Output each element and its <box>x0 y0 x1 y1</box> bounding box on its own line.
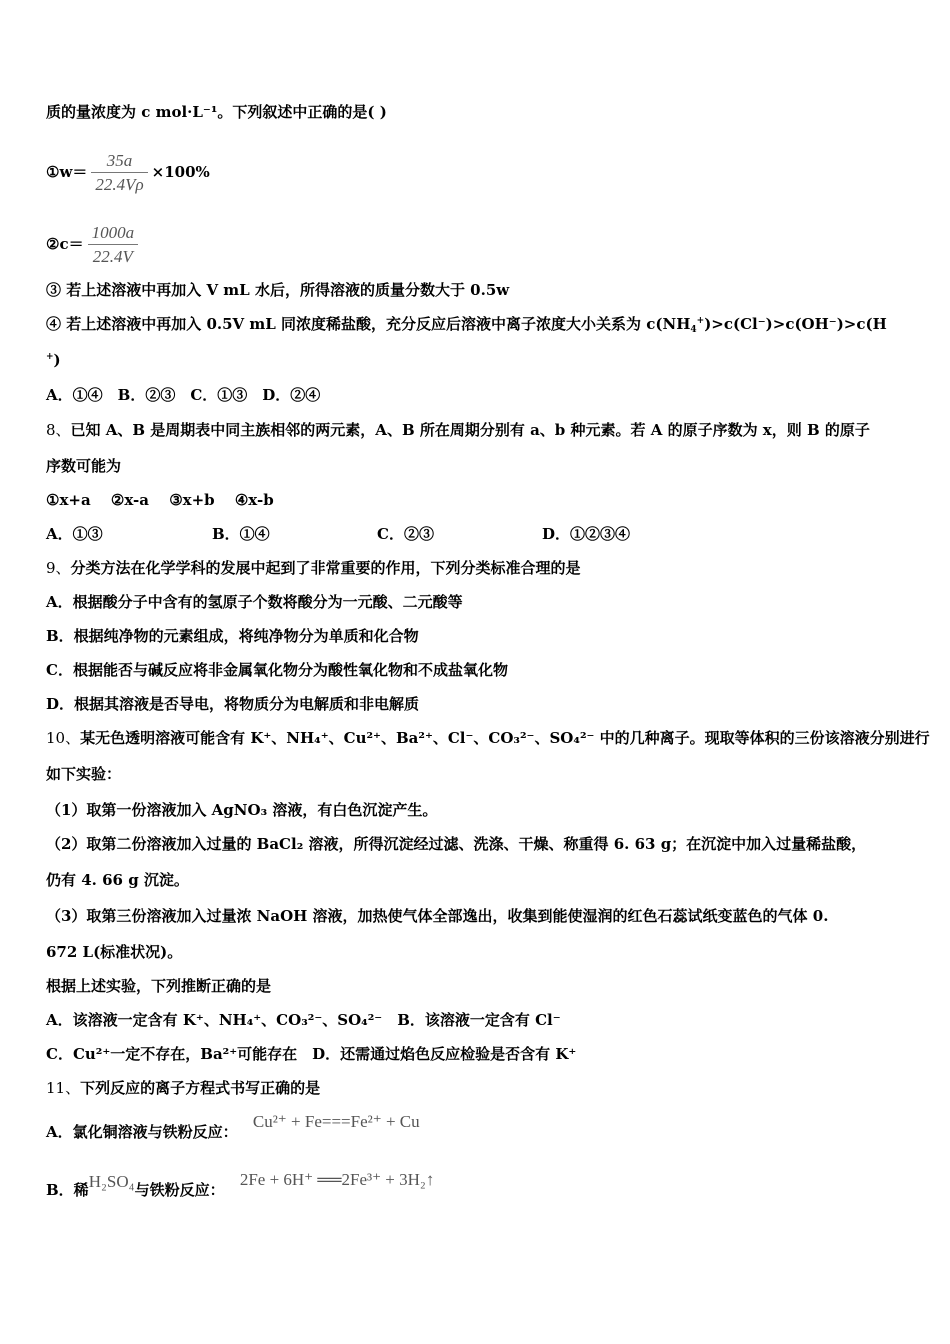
q10-options-ab: A．该溶液一定含有 K⁺、NH₄⁺、CO₃²⁻、SO₄²⁻ B．该溶液一定含有 Cl⁻ <box>46 1011 561 1029</box>
q8-option-b: B．①④ <box>212 525 270 543</box>
q10-text: 某无色透明溶液可能含有 K⁺、NH₄⁺、Cu²⁺、Ba²⁺、Cl⁻、CO₃²⁻、SO₄²⁻ 中的几种离子。现取等体积的三份该溶液分别进行 <box>80 729 930 747</box>
q9-option-d: D．根据其溶液是否导电，将物质分为电解质和非电解质 <box>46 695 420 713</box>
line-intro: 质的量浓度为 c mol·L⁻¹。下列叙述中正确的是( ) <box>46 103 387 121</box>
q11-option-b-formula: H₂SO₄ <box>88 1172 135 1191</box>
fraction-w-numerator: 35a <box>91 150 147 173</box>
q9-option-a: A．根据酸分子中含有的氢原子个数将酸分为一元酸、二元酸等 <box>46 593 463 611</box>
q11-text: 下列反应的离子方程式书写正确的是 <box>80 1079 321 1097</box>
q7-options: A．①④ B．②③ C．①③ D．②④ <box>46 386 321 404</box>
q10-options-cd: C．Cu²⁺一定不存在，Ba²⁺可能存在 D．还需通过焰色反应检验是否含有 K⁺ <box>46 1045 577 1063</box>
q9-option-b: B．根据纯净物的元素组成，将纯净物分为单质和化合物 <box>46 627 419 645</box>
statement-4-cont-sup: + <box>46 352 54 362</box>
q8-option-c: C．②③ <box>377 525 434 543</box>
q10-experiment-3-continued: 672 L(标准状况)。 <box>46 943 183 961</box>
statement-2-prefix: ②c＝ <box>46 235 84 253</box>
statement-4-cont-end: ) <box>53 351 61 369</box>
q8-option-a: A．①③ <box>46 525 103 543</box>
fraction-c <box>88 222 139 269</box>
statement-2 <box>46 218 142 270</box>
statement-4-text: ④ 若上述溶液中再加入 0.5V mL 同浓度稀盐酸，充分反应后溶液中离子浓度大小关系为 c(NH <box>46 315 691 333</box>
statement-3: ③ 若上述溶液中再加入 V mL 水后，所得溶液的质量分数大于 0.5w <box>46 281 510 299</box>
fraction-c-numerator: 1000a <box>88 222 139 245</box>
q8-number: 8、 <box>46 421 71 439</box>
q11-option-a-text: A．氯化铜溶液与铁粉反应： <box>46 1123 238 1141</box>
q10-number: 10、 <box>46 729 81 747</box>
q10-experiment-2: （2）取第二份溶液加入过量的 BaCl₂ 溶液，所得沉淀经过滤、洗涤、干燥、称重得 6. 63 g；在沉淀中加入过量稀盐酸， <box>46 835 867 853</box>
fraction-w-denominator: 22.4Vρ <box>95 174 144 194</box>
fraction-w <box>91 150 147 197</box>
q8-stem <box>46 420 870 440</box>
q8-choices: ①x+a ②x-a ③x+b ④x-b <box>46 491 274 509</box>
q11-option-b-text: B．稀 <box>46 1181 89 1199</box>
statement-1-suffix: ×100% <box>151 163 210 181</box>
q10-prompt: 根据上述实验，下列推断正确的是 <box>46 977 272 995</box>
statement-1 <box>46 146 210 198</box>
q10-experiment-3: （3）取第三份溶液加入过量浓 NaOH 溶液，加热使气体全部逸出，收集到能使湿润的红色石蕊试纸变蓝色的气体 0. <box>46 907 829 925</box>
q11-option-a <box>46 1114 420 1150</box>
statement-4-sup: + <box>696 316 705 326</box>
q8-text: 已知 A、B 是周期表中同主族相邻的两元素，A、B 所在周期分别有 a、b 种元素。若 A 的原子序数为 x，则 B 的原子 <box>70 421 870 439</box>
statement-4 <box>46 314 887 337</box>
statement-4-end: )>c(Cl⁻)>c(OH⁻)>c(H <box>704 315 887 333</box>
q10-experiment-1: （1）取第一份溶液加入 AgNO₃ 溶液，有白色沉淀产生。 <box>46 801 438 819</box>
q10-experiment-2-continued: 仍有 4. 66 g 沉淀。 <box>46 871 189 889</box>
q11-option-b-text-2: 与铁粉反应： <box>134 1181 225 1199</box>
q8-option-d: D．①②③④ <box>542 525 631 543</box>
q10-stem <box>46 728 930 748</box>
statement-4-continued <box>46 350 61 373</box>
statement-4-sub: 4 <box>690 325 697 335</box>
q11-option-b-equation: 2Fe + 6H⁺ ══2Fe³⁺ + 3H₂↑ <box>239 1170 435 1189</box>
q11-number: 11、 <box>46 1079 81 1097</box>
q9-number: 9、 <box>46 559 71 577</box>
q9-stem <box>46 558 581 578</box>
q11-option-a-equation: Cu²⁺ + Fe===Fe²⁺ + Cu <box>252 1112 420 1131</box>
statement-1-prefix: ①w＝ <box>46 163 88 181</box>
q9-option-c: C．根据能否与碱反应将非金属氧化物分为酸性氧化物和不成盐氧化物 <box>46 661 508 679</box>
q8-stem-continued: 序数可能为 <box>46 457 122 475</box>
q11-stem <box>46 1078 320 1098</box>
q11-option-b <box>46 1172 434 1208</box>
fraction-c-denominator: 22.4V <box>92 246 133 266</box>
q9-text: 分类方法在化学学科的发展中起到了非常重要的作用，下列分类标准合理的是 <box>70 559 581 577</box>
q10-stem-continued: 如下实验： <box>46 765 122 783</box>
